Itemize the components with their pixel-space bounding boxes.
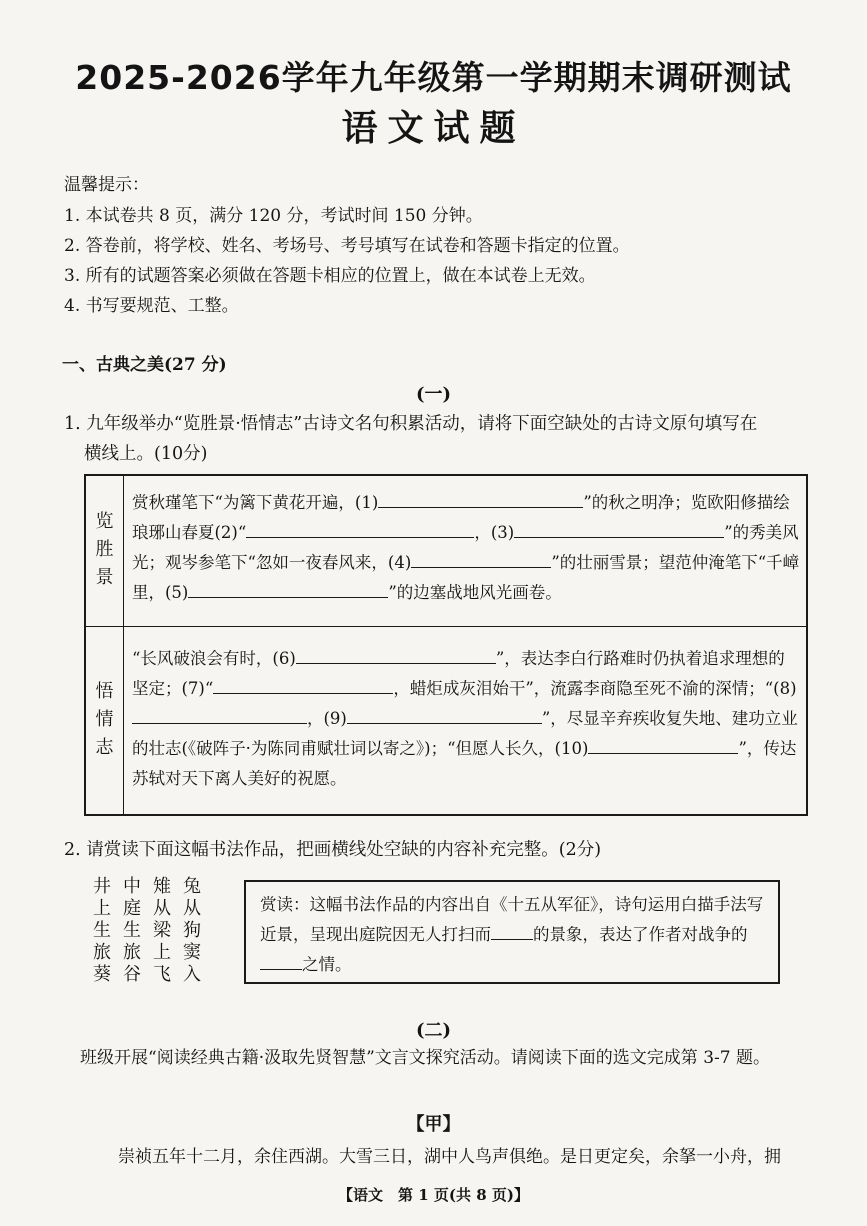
calligraphy-column: 雉 从 梁 上 飞 [153,876,171,985]
exam-title: 2025-2026学年九年级第一学期期末调研测试 [75,58,792,97]
answer-blank-7[interactable] [213,675,393,694]
part-heading: (一) [415,384,452,405]
calligraphy-column: 井 上 生 旅 葵 [93,876,111,985]
tip-item: 1. 本试卷共 8 页，满分 120 分，考试时间 150 分钟。 [64,206,483,226]
row-emotion-content: “长风破浪会有时，(6) ”，表达李白行路难时仍执着追求理想的坚定；(7)“ ，蜡炬成灰泪始干”，流露李商隐至死不渝的深情；“(8)，(9) ”，尽显辛弃疾收复失地、建功立业的壮志(《破阵子·为陈同甫赋壮词以寄之》)；“但愿人长久，(10) ”，传达苏轼对天下离人美好的祝愿。 [132,644,800,794]
fill-in-table [84,474,808,816]
appreciation-box: 赏读：这幅书法作品的内容出自《十五从军征》，诗句运用白描手法写近景，呈现出庭院因无人打扫而 的景象，表达了作者对战争的之情。 [244,880,780,984]
answer-blank-scene[interactable] [491,921,533,940]
tip-item: 4. 书写要规范、工整。 [64,296,239,316]
part-heading: (二) [415,1020,452,1041]
answer-blank-2[interactable] [246,519,474,538]
answer-blank-6[interactable] [296,645,496,664]
answer-blank-1[interactable] [378,489,583,508]
reading-intro: 班级开展“阅读经典古籍·汲取先贤智慧”文言文探究活动。请阅读下面的选文完成第 3-7 题。 [80,1048,770,1068]
calligraphy-column: 中 庭 生 旅 谷 [123,876,141,985]
question-1-text: 1. 九年级举办“览胜景·悟情志”古诗文名句积累活动，请将下面空缺处的古诗文原句填写在 [64,414,758,434]
answer-blank-10[interactable] [588,735,738,754]
answer-blank-emotion[interactable] [260,951,302,970]
answer-blank-9[interactable] [347,705,542,724]
answer-blank-5[interactable] [188,579,388,598]
passage-text: 崇祯五年十二月，余住西湖。大雪三日，湖中人鸟声俱绝。是日更定矣，余拏一小舟，拥 [118,1147,781,1167]
tip-item: 3. 所有的试题答案必须做在答题卡相应的位置上，做在本试卷上无效。 [64,266,596,286]
table-divider [123,476,124,814]
row-label-scenery: 览 胜 景 [95,511,114,588]
answer-blank-3[interactable] [514,519,724,538]
answer-blank-8[interactable] [132,705,307,724]
page-footer: 【语文 第 1 页(共 8 页)】 [338,1186,529,1204]
tip-item: 2. 答卷前，将学校、姓名、考场号、考号填写在试卷和答题卡指定的位置。 [64,236,630,256]
passage-label: 【甲】 [406,1114,461,1135]
table-divider [86,626,806,627]
question-1-points: 横线上。(10分) [84,444,208,464]
row-scenery-content: 赏秋瑾笔下“为篱下黄花开遍，(1) ”的秋之明净；览欧阳修描绘琅琊山春夏(2)“ ，(3) ”的秀美风光；观岑参笔下“忽如一夜春风来，(4) ”的壮丽雪景；望范仲淹笔下“千嶂里，(5) ”的边塞战地风光画卷。 [132,488,800,608]
calligraphy-column: 兔 从 狗 窦 入 [183,876,201,985]
answer-blank-4[interactable] [411,549,551,568]
question-2-text: 2. 请赏读下面这幅书法作品，把画横线处空缺的内容补充完整。(2分) [64,840,602,860]
row-label-emotion: 悟 情 志 [95,681,114,758]
tips-heading: 温馨提示： [64,175,149,195]
section-title: 一、古典之美(27 分) [62,355,227,375]
exam-subject-title: 语文试题 [341,108,526,149]
